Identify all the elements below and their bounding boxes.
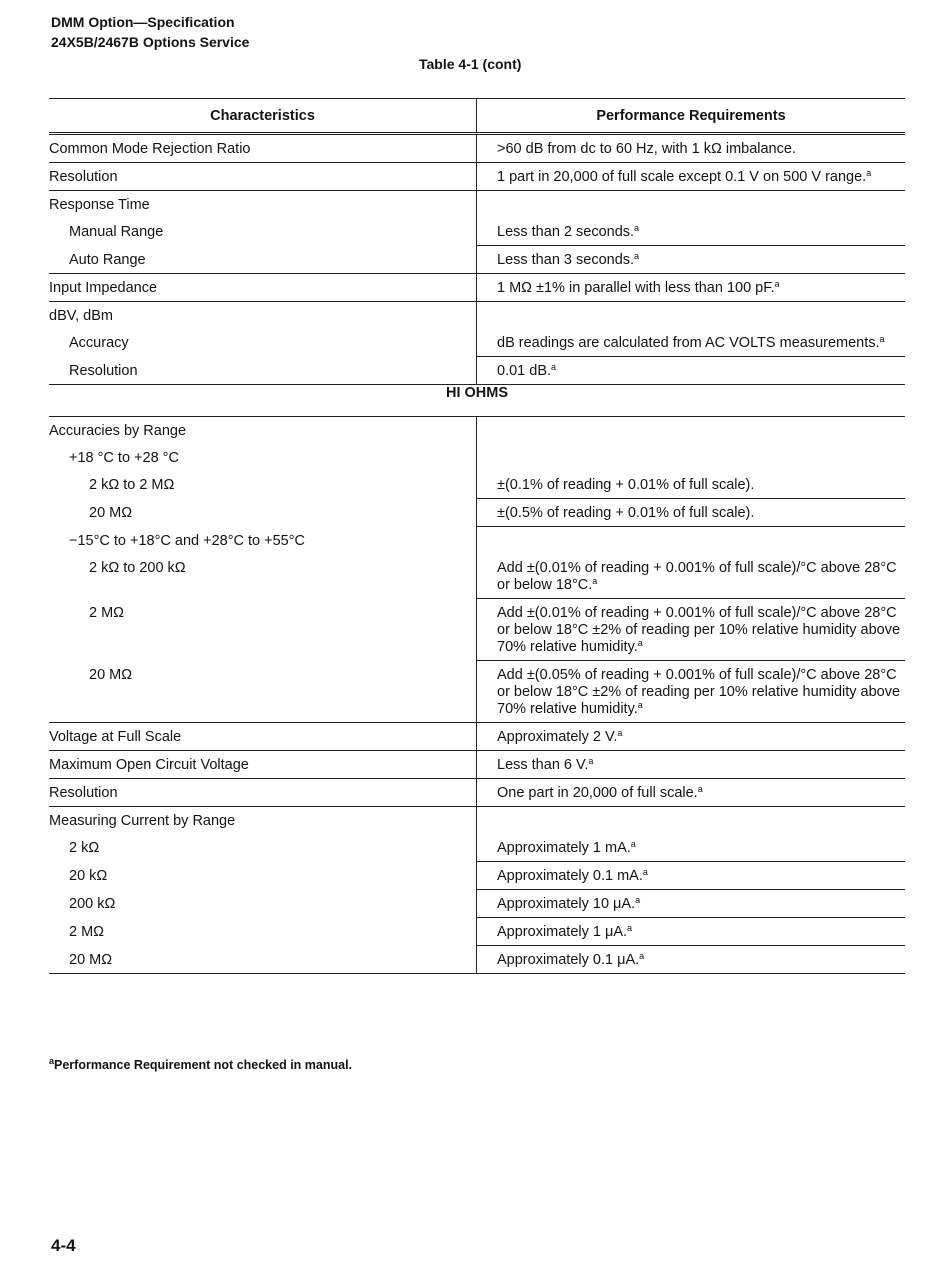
characteristic-text: Accuracies by Range — [49, 423, 187, 439]
performance-cell — [477, 834, 906, 862]
performance-text: Approximately 0.1 μA. — [497, 952, 640, 968]
spec-table — [49, 98, 905, 974]
table-row — [49, 163, 905, 191]
performance-cell — [477, 554, 906, 599]
performance-cell — [477, 661, 906, 723]
performance-cell — [477, 862, 906, 890]
performance-text-block — [497, 661, 901, 722]
footnote-marker: a — [637, 638, 643, 648]
characteristic-text: 20 MΩ — [89, 504, 133, 521]
characteristic-text: 2 kΩ to 200 kΩ — [89, 560, 186, 576]
characteristic-cell — [49, 554, 477, 599]
characteristic-cell — [49, 723, 477, 751]
performance-cell — [477, 444, 906, 471]
table-row — [49, 302, 905, 330]
characteristic-text: Resolution — [49, 169, 118, 185]
page-number: 4-4 — [51, 1236, 76, 1255]
performance-text: 1 MΩ ±1% in parallel with less than 100 pF. — [497, 280, 775, 296]
characteristic-cell — [49, 471, 477, 499]
characteristic-text: Auto Range — [69, 251, 146, 268]
footnote-marker: a — [588, 756, 594, 766]
performance-text: ±(0.1% of reading + 0.01% of full scale). — [497, 477, 755, 493]
performance-cell — [477, 134, 906, 163]
characteristic-cell — [49, 599, 477, 661]
footnote-marker: a — [642, 867, 648, 877]
performance-text-block — [497, 357, 901, 384]
characteristic-cell — [49, 862, 477, 890]
footnote-marker: a — [639, 951, 645, 961]
table-row — [49, 751, 905, 779]
characteristic-cell — [49, 329, 477, 357]
footnote-marker: a — [879, 334, 885, 344]
performance-text: Approximately 1 mA. — [497, 840, 631, 856]
performance-text: Add ±(0.01% of reading + 0.001% of full scale)/°C above 28°C or below 18°C ±2% of reading per 10% relative humidity above 70% relative humidity. — [497, 605, 901, 655]
performance-text-block — [497, 751, 901, 778]
characteristic-cell — [49, 357, 477, 385]
performance-text-block — [497, 163, 901, 190]
footnote-marker: a — [551, 362, 557, 372]
table-row — [49, 274, 905, 302]
performance-text: >60 dB from dc to 60 Hz, with 1 kΩ imbalance. — [497, 141, 796, 157]
table-row — [49, 779, 905, 807]
characteristic-text: 2 kΩ — [69, 840, 100, 856]
table-row — [49, 661, 905, 723]
performance-cell — [477, 163, 906, 191]
performance-text-block — [497, 302, 901, 329]
column-header-characteristics: Characteristics — [49, 99, 477, 134]
characteristic-text: 2 kΩ to 2 MΩ — [89, 477, 175, 493]
performance-text: Add ±(0.05% of reading + 0.001% of full scale)/°C above 28°C or below 18°C ±2% of reading per 10% relative humidity above 70% relative humidity. — [497, 667, 901, 717]
characteristic-cell — [49, 661, 477, 723]
table-row — [49, 444, 905, 471]
characteristic-text: +18 °C to +28 °C — [69, 450, 179, 466]
table-row — [49, 471, 905, 499]
footnote — [49, 1056, 352, 1072]
performance-cell — [477, 946, 906, 974]
characteristic-text: dBV, dBm — [49, 308, 113, 324]
performance-text-block — [497, 779, 901, 806]
characteristic-cell — [49, 302, 477, 330]
table-row — [49, 357, 905, 385]
characteristic-text: 2 MΩ — [89, 604, 125, 621]
characteristic-text: Resolution — [49, 785, 118, 801]
performance-text: Less than 3 seconds. — [497, 252, 635, 268]
characteristic-cell — [49, 134, 477, 163]
performance-cell — [477, 246, 906, 274]
characteristic-text: Resolution — [69, 362, 138, 379]
performance-text: Less than 6 V. — [497, 757, 589, 773]
performance-cell — [477, 499, 906, 527]
table-row — [49, 134, 905, 163]
performance-text: One part in 20,000 of full scale. — [497, 785, 698, 801]
performance-text: Approximately 10 μA. — [497, 896, 636, 912]
performance-text: 1 part in 20,000 of full scale except 0.1 V on 500 V range. — [497, 169, 867, 185]
performance-cell — [477, 302, 906, 330]
performance-text-block — [497, 191, 901, 218]
performance-cell — [477, 357, 906, 385]
performance-text-block — [497, 946, 901, 973]
performance-text: Less than 2 seconds. — [497, 224, 635, 240]
characteristic-cell — [49, 751, 477, 779]
performance-cell — [477, 918, 906, 946]
document-header-title: DMM Option—Specification — [51, 14, 235, 30]
performance-cell — [477, 599, 906, 661]
characteristic-cell — [49, 890, 477, 918]
characteristic-cell — [49, 191, 477, 219]
performance-text-block — [497, 807, 901, 834]
characteristic-cell — [49, 946, 477, 974]
footnote-marker: a — [637, 700, 643, 710]
performance-cell — [477, 329, 906, 357]
performance-text-block — [497, 471, 901, 498]
column-header-performance: Performance Requirements — [477, 99, 906, 134]
characteristic-text: −15°C to +18°C and +28°C to +55°C — [69, 532, 306, 549]
performance-cell — [477, 890, 906, 918]
performance-text-block — [497, 834, 901, 861]
performance-cell — [477, 527, 906, 555]
section-header-row — [49, 385, 905, 417]
characteristic-text: 2 MΩ — [69, 923, 105, 940]
table-header-row — [49, 99, 905, 134]
table-row — [49, 807, 905, 835]
table-row — [49, 246, 905, 274]
characteristic-text: Input Impedance — [49, 280, 158, 296]
table-row — [49, 191, 905, 219]
table-row — [49, 946, 905, 974]
performance-text-block — [497, 444, 901, 471]
table-title: Table 4-1 (cont) — [419, 56, 522, 72]
performance-cell — [477, 274, 906, 302]
performance-text-block — [497, 890, 901, 917]
footnote-marker: a — [627, 923, 633, 933]
performance-cell — [477, 417, 906, 445]
characteristic-text: Manual Range — [69, 224, 164, 240]
performance-text-block — [497, 135, 901, 162]
characteristic-text: Maximum Open Circuit Voltage — [49, 757, 249, 773]
characteristic-cell — [49, 444, 477, 471]
performance-cell — [477, 807, 906, 835]
table-row — [49, 499, 905, 527]
characteristic-cell — [49, 779, 477, 807]
performance-text-block — [497, 246, 901, 273]
table-row — [49, 834, 905, 862]
table-row — [49, 599, 905, 661]
footnote-marker: a — [592, 576, 598, 586]
characteristic-cell — [49, 218, 477, 246]
table-row — [49, 218, 905, 246]
table-row — [49, 417, 905, 445]
performance-text-block — [497, 918, 901, 945]
footnote-text: Performance Requirement not checked in manual. — [54, 1058, 353, 1073]
characteristic-text: Response Time — [49, 197, 150, 213]
footnote-marker: a — [634, 251, 640, 261]
performance-cell — [477, 471, 906, 499]
performance-text: dB readings are calculated from AC VOLTS measurements. — [497, 335, 880, 351]
characteristic-cell — [49, 499, 477, 527]
characteristic-cell — [49, 527, 477, 555]
characteristic-cell — [49, 163, 477, 191]
performance-text-block — [497, 329, 901, 356]
performance-text-block — [497, 527, 901, 554]
characteristic-cell — [49, 807, 477, 835]
table-row — [49, 918, 905, 946]
characteristic-cell — [49, 246, 477, 274]
table-row — [49, 527, 905, 555]
section-header: HI OHMS — [49, 385, 905, 417]
performance-text-block — [497, 218, 901, 245]
footnote-marker: a — [697, 784, 703, 794]
performance-cell — [477, 218, 906, 246]
characteristic-text: Common Mode Rejection Ratio — [49, 141, 251, 157]
document-header-subtitle: 24X5B/2467B Options Service — [51, 34, 250, 50]
table-row — [49, 862, 905, 890]
characteristic-cell — [49, 274, 477, 302]
footnote-marker: a — [617, 728, 623, 738]
performance-text: Approximately 0.1 mA. — [497, 868, 643, 884]
characteristic-text: 200 kΩ — [69, 895, 116, 912]
performance-text-block — [497, 417, 901, 444]
characteristic-text: Measuring Current by Range — [49, 813, 236, 829]
performance-text-block — [497, 599, 901, 660]
characteristic-text: 20 MΩ — [69, 951, 113, 968]
characteristic-text: Accuracy — [69, 335, 129, 351]
performance-text-block — [497, 554, 901, 598]
table-row — [49, 554, 905, 599]
footnote-marker: a — [634, 223, 640, 233]
performance-text-block — [497, 862, 901, 889]
performance-text: Approximately 2 V. — [497, 729, 618, 745]
characteristic-text: Voltage at Full Scale — [49, 729, 182, 745]
performance-cell — [477, 751, 906, 779]
performance-text-block — [497, 274, 901, 301]
performance-text: 0.01 dB. — [497, 363, 552, 379]
performance-text: Approximately 1 μA. — [497, 924, 628, 940]
performance-text: Add ±(0.01% of reading + 0.001% of full scale)/°C above 28°C or below 18°C. — [497, 560, 897, 593]
performance-cell — [477, 191, 906, 219]
table-row — [49, 329, 905, 357]
characteristic-text: 20 MΩ — [89, 666, 133, 683]
performance-text: ±(0.5% of reading + 0.01% of full scale). — [497, 505, 755, 521]
footnote-marker: a — [866, 168, 872, 178]
table-row — [49, 723, 905, 751]
performance-cell — [477, 779, 906, 807]
table-row — [49, 890, 905, 918]
performance-text-block — [497, 499, 901, 526]
characteristic-text: 20 kΩ — [69, 867, 108, 884]
characteristic-cell — [49, 417, 477, 445]
performance-text-block — [497, 723, 901, 750]
characteristic-cell — [49, 834, 477, 862]
footnote-marker: a — [630, 839, 636, 849]
footnote-mark: a — [49, 1056, 55, 1066]
footnote-marker: a — [635, 895, 641, 905]
characteristic-cell — [49, 918, 477, 946]
performance-cell — [477, 723, 906, 751]
footnote-marker: a — [774, 279, 780, 289]
